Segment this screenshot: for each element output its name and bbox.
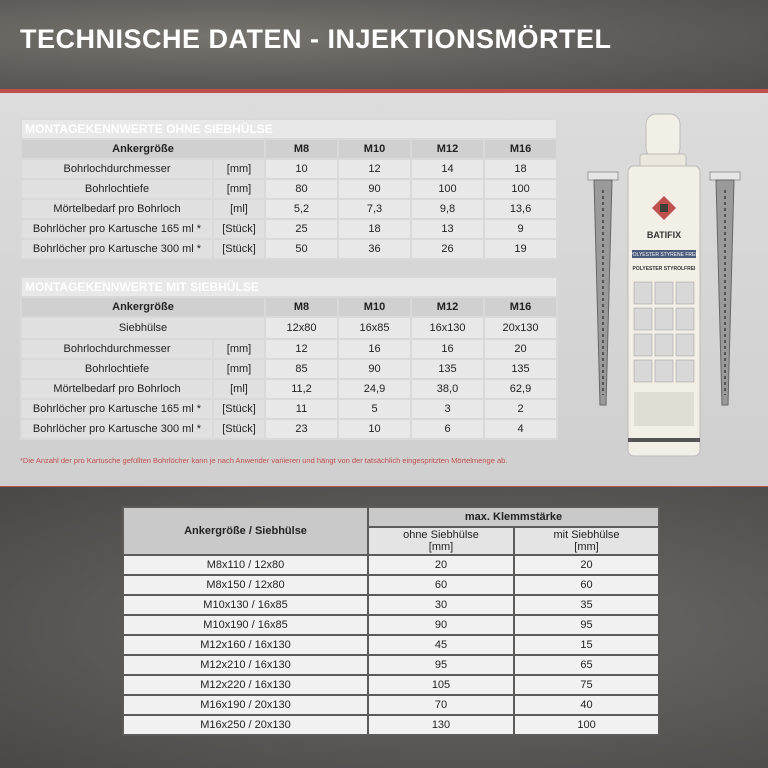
table-row — [21, 399, 557, 419]
row-value: 5,2 — [265, 199, 338, 219]
row-value: 12 — [265, 339, 338, 359]
col-header-anchor: Ankergröße / Siebhülse — [123, 507, 368, 555]
table-row — [21, 419, 557, 439]
row-value: 18 — [338, 219, 411, 239]
clamp-with-sleeve: 65 — [514, 655, 659, 675]
footnote: *Die Anzahl der pro Kartusche gefüllten Bohrlöcher kann je nach Anwender variieren und hängt von der tatsächlich eingespritzten Mörtelmenge ab. — [20, 456, 508, 465]
row-value: 18 — [484, 159, 557, 179]
clamp-with-sleeve: 35 — [514, 595, 659, 615]
section-title: MONTAGEKENNWERTE OHNE SIEBHÜLSE — [21, 119, 557, 139]
clamping-thickness-table — [122, 506, 660, 736]
row-value: 19 — [484, 239, 557, 259]
row-label: Bohrlöcher pro Kartusche 300 ml * — [21, 239, 213, 259]
table-row — [21, 359, 557, 379]
clamp-with-sleeve: 100 — [514, 715, 659, 735]
table-row — [123, 575, 659, 595]
table-row — [21, 199, 557, 219]
row-value: 38,0 — [411, 379, 484, 399]
table-row — [123, 555, 659, 575]
table-with-sleeve — [20, 276, 558, 440]
row-label: Bohrlöcher pro Kartusche 165 ml * — [21, 219, 213, 239]
row-value: 10 — [265, 159, 338, 179]
size-header: M8 — [265, 139, 338, 159]
size-header: M8 — [265, 297, 338, 317]
clamp-without-sleeve: 105 — [368, 675, 514, 695]
size-header: M12 — [411, 297, 484, 317]
anchor-size: M12x210 / 16x130 — [123, 655, 368, 675]
row-value: 26 — [411, 239, 484, 259]
row-unit: [Stück] — [213, 419, 265, 439]
sleeve-label: Siebhülse — [21, 317, 265, 339]
col-header-without-sleeve — [368, 527, 514, 555]
mixing-nozzle-right — [710, 172, 740, 405]
size-header: M12 — [411, 139, 484, 159]
label-line-2: POLYESTER STYROLFREI — [632, 266, 696, 272]
table-row — [123, 715, 659, 735]
clamp-without-sleeve: 130 — [368, 715, 514, 735]
anchor-size: M8x150 / 12x80 — [123, 575, 368, 595]
sleeve-value: 16x130 — [411, 317, 484, 339]
table-row — [123, 695, 659, 715]
row-unit: [ml] — [213, 379, 265, 399]
row-unit: [mm] — [213, 159, 265, 179]
clamp-with-sleeve: 60 — [514, 575, 659, 595]
row-unit: [Stück] — [213, 219, 265, 239]
row-value: 10 — [338, 419, 411, 439]
row-value: 16 — [338, 339, 411, 359]
anchor-size: M12x160 / 16x130 — [123, 635, 368, 655]
row-value: 11 — [265, 399, 338, 419]
row-value: 9 — [484, 219, 557, 239]
row-value: 100 — [411, 179, 484, 199]
row-value: 7,3 — [338, 199, 411, 219]
clamp-without-sleeve: 45 — [368, 635, 514, 655]
clamp-without-sleeve: 60 — [368, 575, 514, 595]
row-label: Bohrlochdurchmesser — [21, 339, 213, 359]
row-value: 11,2 — [265, 379, 338, 399]
row-value: 3 — [411, 399, 484, 419]
row-value: 20 — [484, 339, 557, 359]
clamp-with-sleeve: 20 — [514, 555, 659, 575]
row-value: 23 — [265, 419, 338, 439]
mixing-nozzle-left — [588, 172, 618, 405]
row-value: 100 — [484, 179, 557, 199]
row-value: 36 — [338, 239, 411, 259]
clamp-with-sleeve: 75 — [514, 675, 659, 695]
section-title: MONTAGEKENNWERTE MIT SIEBHÜLSE — [21, 277, 557, 297]
row-value: 13,6 — [484, 199, 557, 219]
size-header: M16 — [484, 297, 557, 317]
sleeve-value: 16x85 — [338, 317, 411, 339]
subheader-line1: ohne Siebhülse — [403, 529, 479, 541]
clamp-without-sleeve: 20 — [368, 555, 514, 575]
row-value: 90 — [338, 179, 411, 199]
divider-top — [0, 89, 768, 93]
col-header-group: max. Klemmstärke — [368, 507, 659, 527]
row-label: Bohrlochtiefe — [21, 359, 213, 379]
table-row — [21, 219, 557, 239]
row-value: 24,9 — [338, 379, 411, 399]
table-row — [21, 159, 557, 179]
row-value: 12 — [338, 159, 411, 179]
sleeve-value: 12x80 — [265, 317, 338, 339]
anchor-size: M8x110 / 12x80 — [123, 555, 368, 575]
anchor-size: M16x250 / 20x130 — [123, 715, 368, 735]
table-row — [123, 635, 659, 655]
clamp-without-sleeve: 95 — [368, 655, 514, 675]
row-value: 25 — [265, 219, 338, 239]
header-label: Ankergröße — [21, 139, 265, 159]
clamp-without-sleeve: 30 — [368, 595, 514, 615]
row-label: Bohrlöcher pro Kartusche 300 ml * — [21, 419, 213, 439]
anchor-size: M10x190 / 16x85 — [123, 615, 368, 635]
table-row — [21, 239, 557, 259]
row-unit: [Stück] — [213, 239, 265, 259]
table-row — [123, 675, 659, 695]
row-label: Bohrlochdurchmesser — [21, 159, 213, 179]
cartridge-product-image — [580, 110, 750, 470]
row-value: 13 — [411, 219, 484, 239]
row-value: 135 — [484, 359, 557, 379]
row-value: 80 — [265, 179, 338, 199]
table-row — [21, 179, 557, 199]
row-value: 14 — [411, 159, 484, 179]
subheader-line1: mit Siebhülse — [553, 529, 620, 541]
brand-name: BATIFIX — [646, 230, 682, 240]
row-label: Bohrlochtiefe — [21, 179, 213, 199]
row-value: 90 — [338, 359, 411, 379]
row-value: 135 — [411, 359, 484, 379]
row-unit: [mm] — [213, 339, 265, 359]
table-row — [21, 339, 557, 359]
row-unit: [mm] — [213, 179, 265, 199]
label-line-1: POLYESTER STYRENE FREE — [629, 252, 699, 258]
subheader-line2: [mm] — [428, 541, 454, 553]
row-value: 16 — [411, 339, 484, 359]
row-label: Bohrlöcher pro Kartusche 165 ml * — [21, 399, 213, 419]
clamp-without-sleeve: 70 — [368, 695, 514, 715]
page-title: TECHNISCHE DATEN - INJEKTIONSMÖRTEL — [20, 24, 612, 54]
row-label: Mörtelbedarf pro Bohrloch — [21, 199, 213, 219]
row-unit: [Stück] — [213, 399, 265, 419]
row-value: 5 — [338, 399, 411, 419]
size-header: M10 — [338, 297, 411, 317]
row-value: 50 — [265, 239, 338, 259]
row-unit: [ml] — [213, 199, 265, 219]
clamp-with-sleeve: 15 — [514, 635, 659, 655]
clamp-with-sleeve: 95 — [514, 615, 659, 635]
col-header-with-sleeve — [514, 527, 659, 555]
row-value: 85 — [265, 359, 338, 379]
subheader-line2: [mm] — [574, 541, 599, 553]
row-label: Mörtelbedarf pro Bohrloch — [21, 379, 213, 399]
row-value: 4 — [484, 419, 557, 439]
header-label: Ankergröße — [21, 297, 265, 317]
size-header: M10 — [338, 139, 411, 159]
sleeve-value: 20x130 — [484, 317, 557, 339]
table-row — [21, 379, 557, 399]
clamp-with-sleeve: 40 — [514, 695, 659, 715]
clamp-without-sleeve: 90 — [368, 615, 514, 635]
anchor-size: M16x190 / 20x130 — [123, 695, 368, 715]
anchor-size: M12x220 / 16x130 — [123, 675, 368, 695]
table-without-sleeve — [20, 118, 558, 260]
table-row — [123, 595, 659, 615]
row-value: 6 — [411, 419, 484, 439]
row-value: 62,9 — [484, 379, 557, 399]
table-row — [123, 615, 659, 635]
anchor-size: M10x130 / 16x85 — [123, 595, 368, 615]
row-unit: [mm] — [213, 359, 265, 379]
table-row — [123, 655, 659, 675]
row-value: 9,8 — [411, 199, 484, 219]
size-header: M16 — [484, 139, 557, 159]
row-value: 2 — [484, 399, 557, 419]
